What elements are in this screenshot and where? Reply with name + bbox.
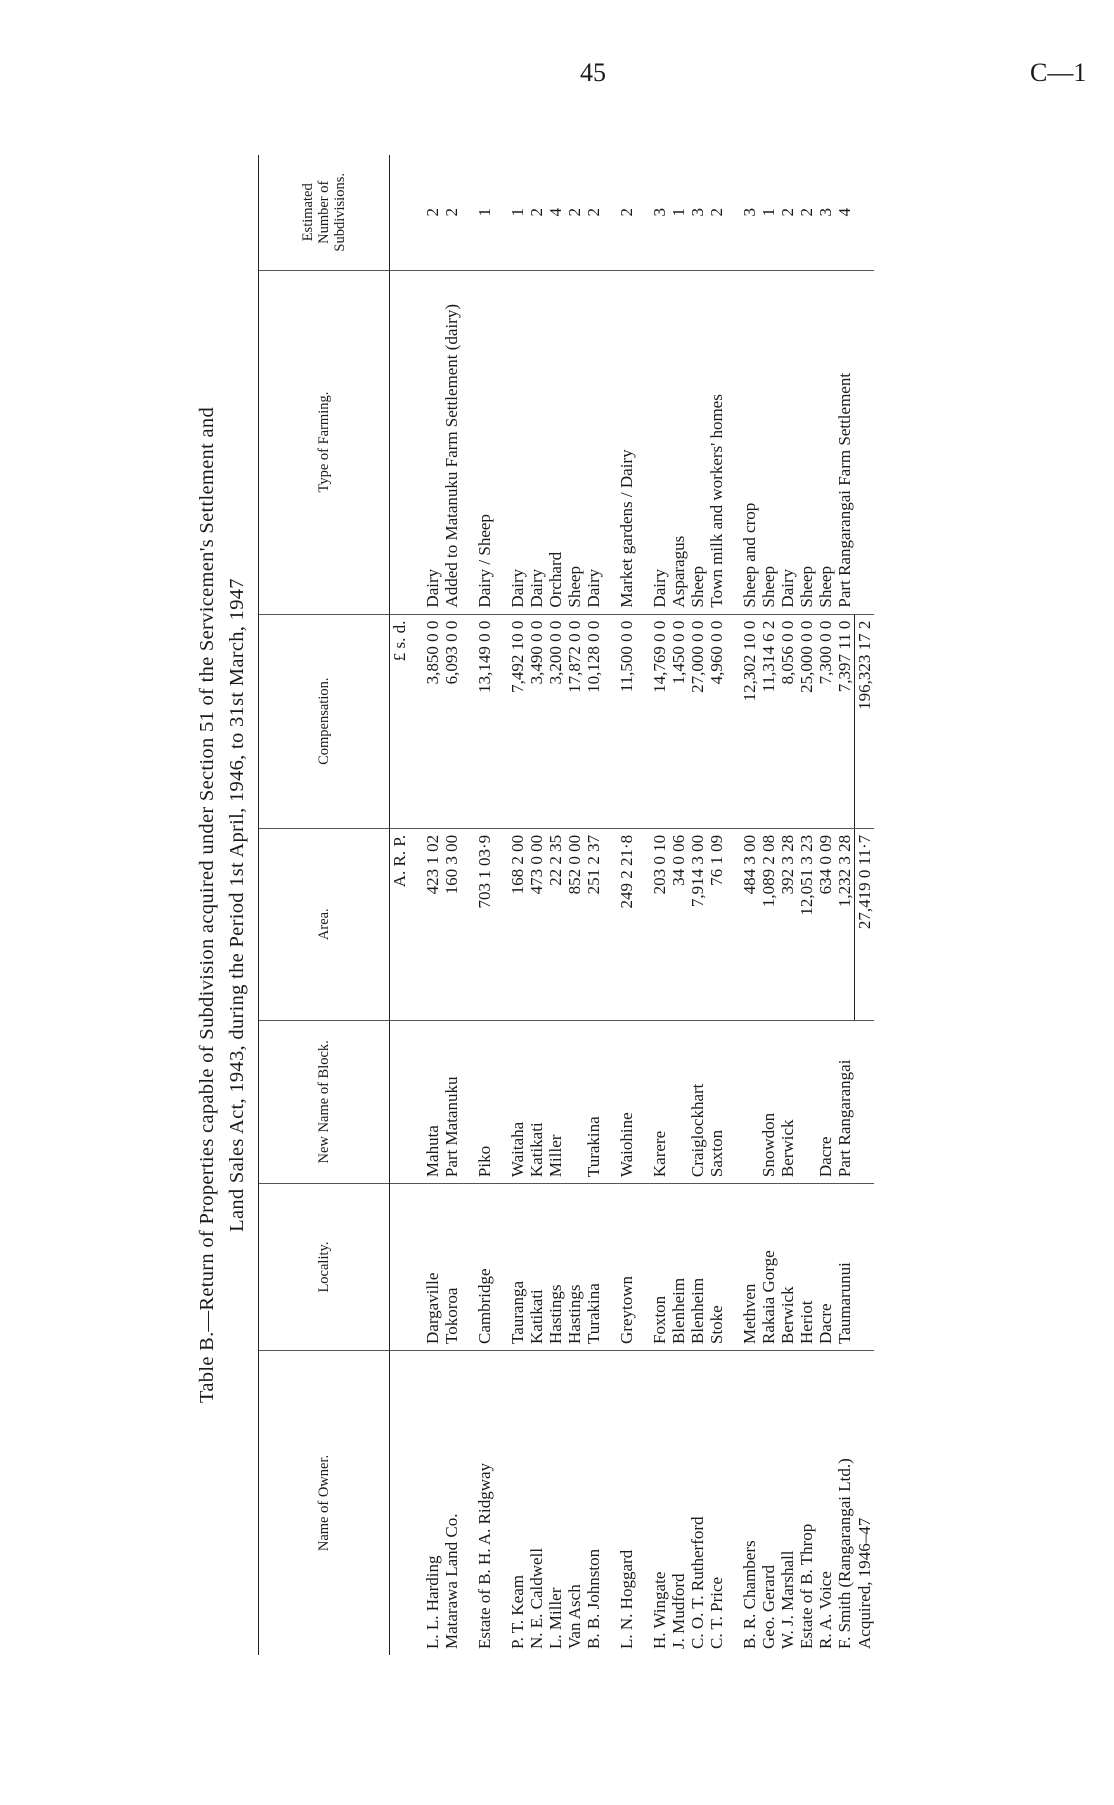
table-row [546, 155, 565, 1655]
block-cell: Part Matanuku [442, 1020, 461, 1184]
table-row [759, 155, 778, 1655]
farming-cell: Dairy [508, 270, 527, 614]
group-spacer [726, 155, 740, 1655]
area-cell: 423 1 02 [423, 828, 442, 1020]
compensation-units: £ s. d. [390, 614, 410, 828]
compensation-cell: 25,000 0 0 [797, 614, 816, 828]
table-row [816, 155, 835, 1655]
locality-cell: Heriot [797, 1184, 816, 1351]
owner-cell: Geo. Gerard [759, 1564, 778, 1649]
block-cell: Part Rangarangai [835, 1020, 855, 1184]
farming-cell: Sheep and crop [740, 270, 759, 614]
subdivisions-cell: 1 [759, 155, 778, 270]
subdivisions-cell: 3 [650, 155, 669, 270]
compensation-cell: 12,302 10 0 [740, 614, 759, 828]
farming-cell: Sheep [565, 270, 584, 614]
compensation-cell: 7,300 0 0 [816, 614, 835, 828]
farming-cell: Town milk and workers' homes [707, 270, 726, 614]
owner-cell: P. T. Keam [508, 1575, 527, 1649]
col-compensation: Compensation. [259, 614, 390, 828]
owner-cell: N. E. Caldwell [527, 1547, 546, 1649]
farming-cell: Part Rangarangai Farm Settlement [835, 270, 855, 614]
subdivisions-cell: 2 [442, 155, 461, 270]
area-cell: 634 0 09 [816, 828, 835, 1020]
subdivisions-cell: 1 [475, 155, 494, 270]
table-body [390, 155, 855, 1655]
farming-cell: Dairy / Sheep [475, 270, 494, 614]
area-cell: 168 2 00 [508, 828, 527, 1020]
block-cell: Miller [546, 1020, 565, 1184]
table-row [565, 155, 584, 1655]
subdivisions-cell: 3 [688, 155, 707, 270]
farming-cell: Dairy [778, 270, 797, 614]
block-cell [740, 1020, 759, 1184]
locality-cell: Taumarunui [835, 1184, 855, 1351]
block-cell: Katikati [527, 1020, 546, 1184]
compensation-cell: 17,872 0 0 [565, 614, 584, 828]
block-cell: Turakina [584, 1020, 603, 1184]
area-cell: 392 3 28 [778, 828, 797, 1020]
table-row [797, 155, 816, 1655]
locality-cell: Cambridge [475, 1184, 494, 1351]
locality-cell: Methven [740, 1184, 759, 1351]
col-area: Area. [259, 828, 390, 1020]
subdivisions-cell: 4 [835, 155, 855, 270]
owner-cell: L. N. Hoggard [617, 1549, 636, 1649]
area-cell: 484 3 00 [740, 828, 759, 1020]
area-cell: 76 1 09 [707, 828, 726, 1020]
table-row [617, 155, 636, 1655]
locality-cell: Foxton [650, 1184, 669, 1351]
block-cell [797, 1020, 816, 1184]
document-code: C—1 [1030, 58, 1087, 87]
farming-cell: Dairy [650, 270, 669, 614]
area-units: A. R. P. [390, 828, 410, 1020]
owner-cell: F. Smith (Rangarangai Ltd.) [835, 1458, 854, 1649]
owner-cell: R. A. Voice [816, 1571, 835, 1649]
block-cell: Craiglockhart [688, 1020, 707, 1184]
locality-cell: Rakaia Gorge [759, 1184, 778, 1351]
compensation-cell: 3,850 0 0 [423, 614, 442, 828]
locality-cell: Dargaville [423, 1184, 442, 1351]
block-cell: Snowdon [759, 1020, 778, 1184]
total-area: 27,419 0 11·7 [855, 828, 875, 1020]
return-table [258, 155, 874, 1655]
block-cell: Piko [475, 1020, 494, 1184]
block-cell: Mahuta [423, 1020, 442, 1184]
area-cell: 251 2 37 [584, 828, 603, 1020]
farming-cell: Sheep [759, 270, 778, 614]
subdivisions-cell: 2 [778, 155, 797, 270]
group-spacer [461, 155, 475, 1655]
compensation-cell: 1,450 0 0 [669, 614, 688, 828]
compensation-cell: 4,960 0 0 [707, 614, 726, 828]
compensation-cell: 11,500 0 0 [617, 614, 636, 828]
area-cell: 473 0 00 [527, 828, 546, 1020]
col-block: New Name of Block. [259, 1020, 390, 1184]
group-spacer [409, 155, 423, 1655]
farming-cell: Sheep [688, 270, 707, 614]
locality-cell: Blenheim [688, 1184, 707, 1351]
locality-cell: Hastings [546, 1184, 565, 1351]
farming-cell: Asparagus [669, 270, 688, 614]
table-title [192, 155, 252, 1655]
farming-cell: Added to Matanuku Farm Settlement (dairy) [442, 270, 461, 614]
subdivisions-cell: 4 [546, 155, 565, 270]
subdivisions-cell: 2 [423, 155, 442, 270]
compensation-cell: 8,056 0 0 [778, 614, 797, 828]
area-cell: 22 2 35 [546, 828, 565, 1020]
block-cell: Waiohine [617, 1020, 636, 1184]
subdivisions-cell: 1 [508, 155, 527, 270]
compensation-cell: 3,200 0 0 [546, 614, 565, 828]
farming-cell: Dairy [527, 270, 546, 614]
table-row [650, 155, 669, 1655]
locality-cell: Dacre [816, 1184, 835, 1351]
locality-cell: Stoke [707, 1184, 726, 1351]
area-cell: 12,051 3 23 [797, 828, 816, 1020]
compensation-cell: 7,397 11 0 [835, 614, 855, 828]
owner-cell: C. O. T. Rutherford [688, 1516, 707, 1649]
group-spacer [636, 155, 650, 1655]
subdivisions-cell: 2 [565, 155, 584, 270]
block-cell: Waitaha [508, 1020, 527, 1184]
table-row [740, 155, 759, 1655]
area-cell: 7,914 3 00 [688, 828, 707, 1020]
owner-cell: H. Wingate [650, 1571, 669, 1649]
owner-cell: B. B. Johnston [584, 1548, 603, 1649]
compensation-cell: 11,314 6 2 [759, 614, 778, 828]
owner-cell: J. Mudford [669, 1573, 688, 1649]
area-cell: 852 0 00 [565, 828, 584, 1020]
block-cell: Saxton [707, 1020, 726, 1184]
subdivisions-cell: 2 [707, 155, 726, 270]
locality-cell: Tauranga [508, 1184, 527, 1351]
farming-cell: Sheep [797, 270, 816, 614]
total-compensation: 196,323 17 2 [855, 614, 875, 828]
col-owner: Name of Owner. [259, 1351, 390, 1656]
farming-cell: Market gardens / Dairy [617, 270, 636, 614]
col-locality: Locality. [259, 1184, 390, 1351]
compensation-cell: 13,149 0 0 [475, 614, 494, 828]
locality-cell: Hastings [565, 1184, 584, 1351]
owner-cell: Estate of B. H. A. Ridgway [475, 1462, 494, 1649]
locality-cell: Tokoroa [442, 1184, 461, 1351]
farming-cell: Sheep [816, 270, 835, 614]
owner-cell: W. J. Marshall [778, 1550, 797, 1649]
owner-cell: L. Miller [546, 1587, 565, 1649]
subdivisions-cell: 2 [617, 155, 636, 270]
subdivisions-cell: 2 [527, 155, 546, 270]
compensation-cell: 7,492 10 0 [508, 614, 527, 828]
subdivisions-cell: 3 [740, 155, 759, 270]
block-cell [669, 1020, 688, 1184]
farming-cell: Orchard [546, 270, 565, 614]
area-cell: 703 1 03·9 [475, 828, 494, 1020]
block-cell: Berwick [778, 1020, 797, 1184]
group-spacer [494, 155, 508, 1655]
table-row [475, 155, 494, 1655]
group-spacer [603, 155, 617, 1655]
table-row [669, 155, 688, 1655]
compensation-cell: 10,128 0 0 [584, 614, 603, 828]
owner-cell: Van Asch [565, 1584, 584, 1649]
rotated-table-page [192, 155, 1052, 1655]
block-cell [565, 1020, 584, 1184]
owner-cell: C. T. Price [707, 1576, 726, 1649]
table-title-line-1: Table B.—Return of Properties capable of Subdivision acquired under Section 51 of the Servicemen's Settlement and [196, 407, 218, 1403]
table-row [527, 155, 546, 1655]
compensation-cell: 6,093 0 0 [442, 614, 461, 828]
area-cell: 1,089 2 08 [759, 828, 778, 1020]
farming-cell: Dairy [423, 270, 442, 614]
subdivisions-cell: 2 [797, 155, 816, 270]
locality-cell: Greytown [617, 1184, 636, 1351]
table-row [423, 155, 442, 1655]
owner-cell: Estate of B. Throp [797, 1523, 816, 1649]
owner-cell: B. R. Chambers [740, 1540, 759, 1649]
compensation-cell: 27,000 0 0 [688, 614, 707, 828]
locality-cell: Blenheim [669, 1184, 688, 1351]
owner-cell: L. L. Harding [423, 1555, 442, 1649]
table-row [584, 155, 603, 1655]
block-cell: Karere [650, 1020, 669, 1184]
table-title-line-2: Land Sales Act, 1943, during the Period 1st April, 1946, to 31st March, 1947 [226, 578, 248, 1232]
col-farming: Type of Farming. [259, 270, 390, 614]
block-cell: Dacre [816, 1020, 835, 1184]
subdivisions-cell: 2 [584, 155, 603, 270]
area-cell: 160 3 00 [442, 828, 461, 1020]
col-subdivisions: Estimated Number of Subdivisions. [259, 155, 390, 270]
table-row [778, 155, 797, 1655]
page-number: 45 [580, 58, 606, 87]
total-row [855, 155, 875, 1655]
locality-cell: Turakina [584, 1184, 603, 1351]
owner-cell: Matarawa Land Co. [442, 1513, 461, 1649]
farming-cell: Dairy [584, 270, 603, 614]
table-row [835, 155, 855, 1655]
compensation-cell: 3,490 0 0 [527, 614, 546, 828]
table-row [707, 155, 726, 1655]
table-header-row [259, 155, 390, 1655]
compensation-cell: 14,769 0 0 [650, 614, 669, 828]
subdivisions-cell: 1 [669, 155, 688, 270]
area-cell: 203 0 10 [650, 828, 669, 1020]
locality-cell: Katikati [527, 1184, 546, 1351]
area-cell: 1,232 3 28 [835, 828, 855, 1020]
units-row [390, 155, 410, 1655]
table-row [508, 155, 527, 1655]
area-cell: 34 0 06 [669, 828, 688, 1020]
total-label: Acquired, 1946–47 [854, 1517, 874, 1649]
subdivisions-cell: 3 [816, 155, 835, 270]
table-row [688, 155, 707, 1655]
table-row [442, 155, 461, 1655]
area-cell: 249 2 21·8 [617, 828, 636, 1020]
locality-cell: Berwick [778, 1184, 797, 1351]
